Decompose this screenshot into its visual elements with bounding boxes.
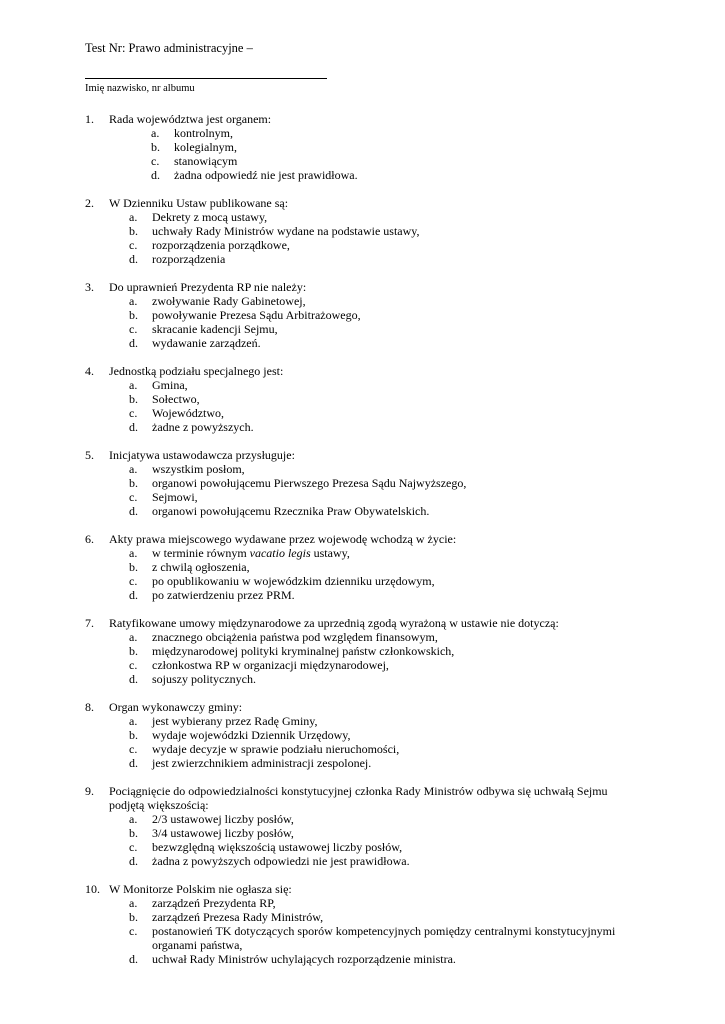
option-letter: d. (129, 756, 138, 770)
option-text: żadna z powyższych odpowiedzi nie jest prawidłowa. (152, 854, 410, 868)
option-text: zarządzeń Prezydenta RP, (152, 896, 276, 910)
answer-options (85, 210, 645, 266)
option-letter: b. (129, 826, 138, 840)
answer-options (85, 294, 645, 350)
question-header (85, 882, 645, 896)
question-item (85, 700, 645, 770)
question-item (85, 280, 645, 350)
option-letter: c. (129, 322, 138, 336)
option-text-part: w terminie równym (152, 546, 250, 560)
option-text: uchwały Rady Ministrów wydane na podstawie ustawy, (152, 224, 420, 238)
answer-option (85, 560, 645, 574)
name-label: Imię nazwisko, nr albumu (85, 83, 195, 94)
option-text: jest wybierany przez Radę Gminy, (152, 714, 318, 728)
option-text: powoływanie Prezesa Sądu Arbitrażowego, (152, 308, 361, 322)
question-text: Rada województwa jest organem: (109, 112, 272, 126)
option-letter: a. (129, 462, 138, 476)
option-letter: b. (129, 560, 138, 574)
option-text: znacznego obciążenia państwa pod względem finansowym, (152, 630, 438, 644)
question-item (85, 882, 645, 966)
option-text: jest zwierzchnikiem administracji zespolonej. (152, 756, 372, 770)
answer-option (85, 588, 645, 602)
question-list (85, 112, 645, 980)
question-header (85, 364, 645, 378)
question-text: Pociągnięcie do odpowiedzialności konstytucyjnej członka Rady Ministrów odbywa się uchwałą Sejmu podjętą większością: (109, 784, 608, 812)
answer-option (85, 336, 645, 350)
answer-option (85, 574, 645, 588)
option-text: z chwilą ogłoszenia, (152, 560, 250, 574)
question-item (85, 364, 645, 434)
answer-option (85, 126, 645, 140)
answer-options (85, 630, 645, 686)
option-text: Sołectwo, (152, 392, 200, 406)
answer-option (85, 252, 645, 266)
option-letter: c. (129, 238, 138, 252)
option-letter: b. (129, 910, 138, 924)
option-text: rozporządzenia porządkowe, (152, 238, 290, 252)
option-letter: d. (129, 336, 138, 350)
question-item (85, 112, 645, 182)
option-text: 2/3 ustawowej liczby posłów, (152, 812, 294, 826)
option-text: członkostwa RP w organizacji międzynarodowej, (152, 658, 389, 672)
question-header (85, 616, 645, 630)
option-text: postanowień TK dotyczących sporów kompetencyjnych pomiędzy centralnymi konstytucyjnymi organami państwa, (152, 924, 616, 952)
answer-option (85, 420, 645, 434)
answer-option (85, 672, 645, 686)
option-letter: a. (129, 896, 138, 910)
question-text: Inicjatywa ustawodawcza przysługuje: (109, 448, 295, 462)
option-letter: d. (129, 952, 138, 966)
option-letter: b. (151, 140, 160, 154)
answer-option (85, 728, 645, 742)
option-text: Gmina, (152, 378, 188, 392)
option-letter: c. (129, 924, 138, 938)
answer-option (85, 714, 645, 728)
option-text: Dekrety z mocą ustawy, (152, 210, 268, 224)
answer-options (85, 378, 645, 434)
question-header (85, 532, 645, 546)
option-text: zwoływanie Rady Gabinetowej, (152, 294, 306, 308)
answer-option (85, 308, 645, 322)
question-text: W Monitorze Polskim nie ogłasza się: (109, 882, 292, 896)
question-header (85, 784, 645, 812)
option-letter: a. (129, 294, 138, 308)
answer-option (85, 630, 645, 644)
question-text: Akty prawa miejscowego wydawane przez wojewodę wchodzą w życie: (109, 532, 457, 546)
answer-options (85, 896, 645, 966)
answer-option (85, 896, 645, 910)
option-letter: d. (129, 252, 138, 266)
answer-option (85, 406, 645, 420)
option-text: międzynarodowej polityki kryminalnej państw członkowskich, (152, 644, 455, 658)
answer-option (85, 140, 645, 154)
option-letter: c. (129, 490, 138, 504)
question-number: 7. (85, 616, 94, 630)
question-number: 9. (85, 784, 94, 798)
answer-option (85, 462, 645, 476)
question-item (85, 616, 645, 686)
option-text-italic: vacatio legis (249, 546, 311, 560)
question-text: W Dzienniku Ustaw publikowane są: (109, 196, 289, 210)
question-number: 10. (85, 882, 100, 896)
option-letter: c. (129, 658, 138, 672)
question-item (85, 784, 645, 868)
option-letter: a. (129, 714, 138, 728)
option-text: bezwzględną większością ustawowej liczby posłów, (152, 840, 403, 854)
option-text: wydawanie zarządzeń. (152, 336, 261, 350)
answer-options (85, 126, 645, 182)
option-text: skracanie kadencji Sejmu, (152, 322, 278, 336)
option-letter: b. (129, 728, 138, 742)
answer-options (85, 462, 645, 518)
option-letter: a. (129, 546, 138, 560)
option-text: organowi powołującemu Pierwszego Prezesa Sądu Najwyższego, (152, 476, 467, 490)
option-letter: b. (129, 308, 138, 322)
question-header (85, 700, 645, 714)
test-title: Test Nr: Prawo administracyjne – (85, 41, 253, 55)
question-item (85, 196, 645, 266)
answer-option (85, 294, 645, 308)
name-underline (85, 78, 327, 79)
option-letter: c. (129, 574, 138, 588)
question-number: 4. (85, 364, 94, 378)
option-text: wydaje decyzje w sprawie podziału nieruchomości, (152, 742, 400, 756)
option-letter: a. (129, 630, 138, 644)
option-letter: d. (129, 672, 138, 686)
answer-option (85, 952, 645, 966)
answer-option (85, 168, 645, 182)
option-text: stanowiącym (174, 154, 238, 168)
option-text: po zatwierdzeniu przez PRM. (152, 588, 295, 602)
option-text: uchwał Rady Ministrów uchylających rozporządzenie ministra. (152, 952, 456, 966)
option-text: Sejmowi, (152, 490, 198, 504)
option-letter: c. (129, 840, 138, 854)
option-letter: b. (129, 644, 138, 658)
option-letter: c. (129, 406, 138, 420)
option-text: zarządzeń Prezesa Rady Ministrów, (152, 910, 324, 924)
option-letter: a. (129, 812, 138, 826)
question-header (85, 448, 645, 462)
answer-option (85, 812, 645, 826)
answer-option (85, 910, 645, 924)
answer-option (85, 490, 645, 504)
question-header (85, 112, 645, 126)
option-text: kontrolnym, (174, 126, 233, 140)
question-number: 1. (85, 112, 94, 126)
option-letter: d. (129, 420, 138, 434)
option-text: żadne z powyższych. (152, 420, 254, 434)
option-text: sojuszy politycznych. (152, 672, 256, 686)
answer-option (85, 392, 645, 406)
answer-options (85, 546, 645, 602)
option-letter: a. (129, 378, 138, 392)
answer-option (85, 546, 645, 560)
question-number: 6. (85, 532, 94, 546)
option-letter: d. (129, 854, 138, 868)
answer-option (85, 322, 645, 336)
option-letter: d. (151, 168, 160, 182)
answer-option (85, 742, 645, 756)
answer-options (85, 714, 645, 770)
option-text: rozporządzenia (152, 252, 226, 266)
question-text: Jednostką podziału specjalnego jest: (109, 364, 284, 378)
option-text: żadna odpowiedź nie jest prawidłowa. (174, 168, 358, 182)
answer-option (85, 378, 645, 392)
answer-option (85, 644, 645, 658)
question-number: 2. (85, 196, 94, 210)
answer-option (85, 756, 645, 770)
question-item (85, 448, 645, 518)
question-text: Do uprawnień Prezydenta RP nie należy: (109, 280, 307, 294)
option-text: 3/4 ustawowej liczby posłów, (152, 826, 294, 840)
answer-option (85, 854, 645, 868)
answer-option (85, 154, 645, 168)
answer-option (85, 224, 645, 238)
answer-option (85, 238, 645, 252)
option-letter: d. (129, 504, 138, 518)
question-text: Ratyfikowane umowy międzynarodowe za uprzednią zgodą wyrażoną w ustawie nie dotyczą: (109, 616, 559, 630)
question-number: 3. (85, 280, 94, 294)
option-letter: c. (151, 154, 160, 168)
question-header (85, 196, 645, 210)
option-text: organowi powołującemu Rzecznika Praw Obywatelskich. (152, 504, 430, 518)
question-item (85, 532, 645, 602)
option-text: wszystkim posłom, (152, 462, 245, 476)
option-letter: b. (129, 476, 138, 490)
answer-options (85, 812, 645, 868)
option-letter: a. (151, 126, 160, 140)
question-text: Organ wykonawczy gminy: (109, 700, 243, 714)
question-header (85, 280, 645, 294)
answer-option (85, 504, 645, 518)
option-letter: d. (129, 588, 138, 602)
option-text: Województwo, (152, 406, 225, 420)
option-text: po opublikowaniu w wojewódzkim dzienniku urzędowym, (152, 574, 435, 588)
question-number: 8. (85, 700, 94, 714)
answer-option (85, 476, 645, 490)
answer-option (85, 840, 645, 854)
option-letter: b. (129, 392, 138, 406)
answer-option (85, 826, 645, 840)
option-letter: b. (129, 224, 138, 238)
option-text (152, 546, 645, 560)
option-letter: c. (129, 742, 138, 756)
option-text: wydaje wojewódzki Dziennik Urzędowy, (152, 728, 351, 742)
answer-option (85, 658, 645, 672)
question-number: 5. (85, 448, 94, 462)
option-letter: a. (129, 210, 138, 224)
answer-option (85, 210, 645, 224)
option-text: kolegialnym, (174, 140, 237, 154)
answer-option (85, 924, 645, 952)
option-text-part: ustawy, (310, 546, 350, 560)
